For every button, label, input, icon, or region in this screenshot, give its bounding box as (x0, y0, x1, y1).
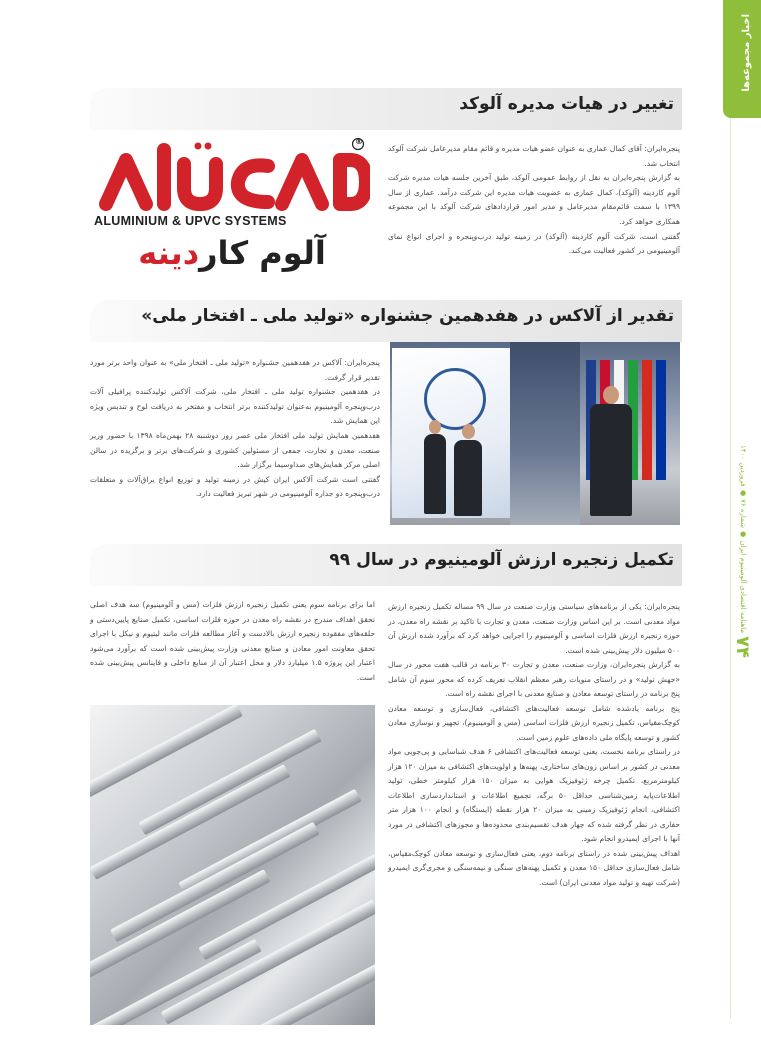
alucad-logo (92, 138, 370, 284)
logo-subtitle: ALUMINIUM & UPVC SYSTEMS (94, 214, 287, 228)
award-ceremony-photo (390, 342, 680, 525)
paragraph: در راستای برنامه نخست، یعنی توسعه فعالیت‌های اکتشافی ۶ هدف شناسایی و پی‌جویی مواد معدنی در کشور بر اساس زون‌های ساختاری، پهنه‌ها و اولویت‌های اکتشافی به میزان ۱۲۰ هزار کیلومترمربع، تکمیل چرخه ژئوفیزیک هوایی به میزان ۱۵۰ هزار کیلومتر خطی، تولید اطلاعات‌پایه زمین‌شناسی حداقل ۵۰ برگه، تجمیع اطلاعات و استانداردسازی اطلاعات اکتشافی، انجام ژئوفیزیک زمینی به میزان ۲۰ هزار نقطه (ایستگاه) و انجام ۱۰۰ هزار متر حفاری در نظر گرفته شده که چهار هدف تقسیم‌بندی محدوده‌ها و مجوزهای اکتشافی در مورد آنها با اجرای ایمیدرو انجام شود. (388, 747, 681, 843)
issue-caption: ماهنامه اقتصادی آلومینیوم ایران ● شماره ۷۶ ● فروردین ۱۴۰۰ (739, 445, 747, 634)
section1-header (90, 88, 682, 130)
paragraph: گفتنی است، شرکت آلوم کاردینه (آلوکد) در زمینه تولید درب‌وپنجره و اجرای انواع نمای آلومینیومی در کشور فعالیت می‌کند. (388, 231, 680, 256)
section2-header (90, 300, 682, 342)
section2-title: تقدیر از آلاکس در هفدهمین جشنواره «تولید ملی ـ افتخار ملی» (141, 306, 674, 326)
person-head (603, 386, 619, 404)
flag (642, 360, 652, 480)
person-head (462, 424, 475, 439)
person (590, 404, 632, 516)
paragraph: به گزارش پنجره‌ایران، وزارت صنعت، معدن و تجارت ۳۰ برنامه در قالب هفت محور در سال «جهش تولید» و در راستای منویات رهبر معظم انقلاب تعریف کرده که محور سوم آن شامل پنج برنامه در راستای توسعه معادن و صنایع معدنی با اجرای نقشه راه است. (388, 660, 680, 698)
paragraph: اهداف پیش‌بینی شده در راستای برنامه دوم، یعنی فعال‌سازی و توسعه معادن کوچک‌مقیاس، شامل فعال‌سازی حداقل ۱۵۰ معدن و تکمیل پهنه‌های سنگی و نیمه‌سنگی و مجری‌گری ایمیدرو (شرکت تهیه و تولید مواد معدنی ایران) است. (388, 848, 681, 887)
section3-right-column (388, 600, 680, 890)
logo-persian-part2: دینه (138, 234, 200, 272)
paragraph: پنجره‌ایران: آقای کمال عماری به عنوان عضو هیات مدیره و قائم مقام مدیرعامل شرکت آلوکد انتخاب شد. (388, 144, 680, 168)
paragraph: پنجره‌ایران: یکی از برنامه‌های سیاستی وزارت صنعت در سال ۹۹ مساله تکمیل زنجیره ارزش مواد معدنی است. بر این اساس وزارت صنعت، معدن و تجارت با تاکید بر نقشه راه معدن، در حوزه زنجیره ارزش فلزات اساسی و آلومینیوم را اجرایی خواهد کرد که برآورد شده ارزش آن ۵۰۰ میلیون دلار پیش‌بینی شده است. (388, 602, 680, 655)
paragraph: پنجره‌ایران: آلاکس در هفدهمین جشنواره «تولید ملی ـ افتخار ملی» به عنوان واحد برتر مورد تقدیر قرار گرفت. (90, 358, 380, 382)
section3-header (90, 544, 682, 586)
section-tab (723, 0, 761, 118)
section3-left-column (90, 598, 375, 686)
page-number: ۷۴ (732, 636, 753, 658)
person (454, 440, 482, 516)
alucad-wordmark (92, 138, 370, 214)
registered-mark: ® (355, 137, 363, 146)
logo-persian-part1: آلوم کار (199, 234, 326, 272)
section1-title: تغییر در هیات مدیره آلوکد (459, 94, 674, 114)
paragraph: به گزارش پنجره‌ایران به نقل از روابط عمومی آلوکد، طبق آخرین جلسه هیات مدیره شرکت آلوم کاردینه (آلوکد)، کمال عماری به عضویت هیات مدیره این شرکت درآمد. عماری از سال ۱۳۹۹ با سمت قائم‌مقام مدیرعامل و مدیر امور قراردادهای شرکت آلوکد با این مجموعه همکاری خواهد کرد. (388, 173, 680, 226)
person-head (429, 420, 441, 434)
paragraph: اما برای برنامه سوم یعنی تکمیل زنجیره ارزش فلزات (مس و آلومینیوم) سه هدف اصلی تحقق اهداف مندرج در نقشه راه معدن در حوزه فلزات اساسی، تکمیل صنایع پایین‌دستی و حلقه‌های مفقوده زنجیره ارزش با‌لادست و آغاز مطالعه فلزات مانند لیتیوم و نیکل با اجرای تحقق معاونت امور معادن و صنایع معدنی وزارت پیش‌بینی شده است که برآورد می‌شود اعتبار این پروژه ۱.۵ میلیارد دلار و محل اعتبار آن از منابع داخلی و فاینانس پیش‌بینی شده است. (90, 600, 375, 682)
paragraph: در هفدهمین جشنواره تولید ملی ـ افتخار ملی، شرکت آلاکس تولیدکننده پرافیلی آلات درب‌وپنجره آلومینیوم به‌عنوان تولیدکننده برتر انتخاب و مفتخر به دریافت لوح و تندیس ویژه این همایش شد. (90, 387, 380, 426)
photo-wall (510, 342, 580, 525)
person (424, 434, 446, 514)
flag (656, 360, 666, 480)
paragraph: گفتنی است شرکت آلاکس ایران کیش در زمینه تولید و توزیع انواع یراق‌آلات و متعلقات درب‌وپنجره دو جداره آلومینیومی در شهر تبریز فعالیت دارد. (90, 474, 380, 499)
section-tab-label: اخبار مجموعه‌ها (741, 14, 752, 92)
section1-body (388, 142, 680, 259)
margin-rule (730, 118, 731, 1018)
paragraph: پنج برنامه یادشده شامل توسعه فعالیت‌های اکتشافی، فعال‌سازی و توسعه معادن کوچک‌مقیاس، تکمیل زنجیره ارزش فلزات اساسی (مس و آلومینیوم)، تجهیز و نوسازی معادن کشور و توسعه پایگاه ملی داده‌های علوم زمین است. (388, 703, 680, 742)
section3-title: تکمیل زنجیره ارزش آلومینیوم در سال ۹۹ (329, 550, 674, 570)
photo-banner (392, 348, 512, 518)
paragraph: هفدهمین همایش تولید ملی افتخار ملی عصر روز دوشنبه ۲۸ بهمن‌ماه ۱۳۹۸ با حضور وزیر صنعت، معدن و تجارت، جمعی از مسئولین کشوری و شرکت‌های برتر و برگزیده در سالن اصلی مرکز همایش‌های صداوسیما برگزار شد. (90, 430, 380, 470)
aluminium-ingots-photo (90, 705, 375, 1025)
section2-body (90, 356, 380, 502)
logo-persian-name (98, 234, 366, 272)
